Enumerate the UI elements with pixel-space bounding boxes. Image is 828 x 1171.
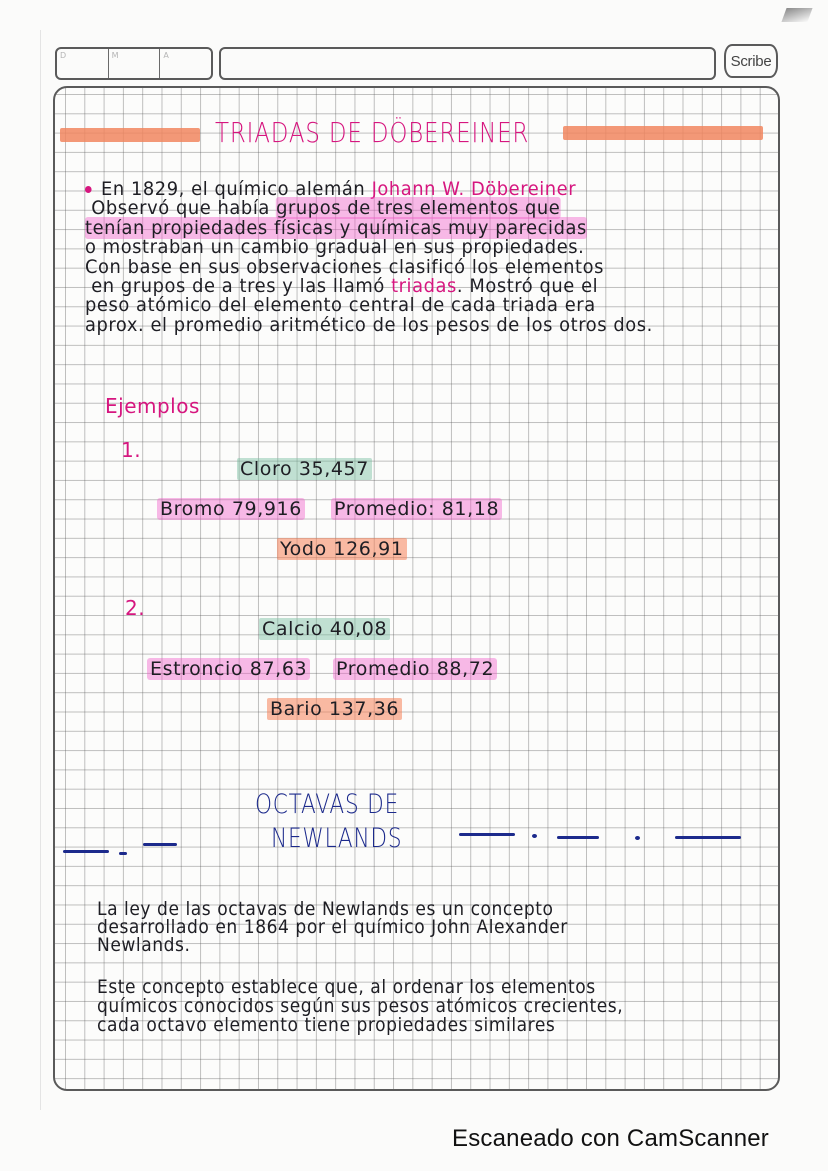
paragraph-line: desarrollado en 1864 por el químico John Alexander	[97, 916, 568, 938]
grid-sheet	[53, 86, 780, 1091]
scanner-watermark: Escaneado con CamScanner	[452, 1125, 769, 1152]
scientist-name: Johann W. Döbereiner	[371, 178, 577, 200]
example1-middle-element: Bromo 79,916	[157, 498, 305, 520]
brand-logo: Scribe	[724, 44, 778, 78]
page-corner-shadow	[781, 8, 812, 22]
term-triadas: triadas	[391, 275, 457, 298]
example-number: 2.	[125, 596, 146, 620]
date-year-cell: A	[163, 51, 169, 60]
text: Observó que había	[91, 197, 277, 220]
section-title-triadas: TRIADAS DE DÖBEREINER	[215, 116, 530, 149]
paragraph-line	[85, 199, 653, 218]
section-title-line: NEWLANDS	[271, 823, 403, 854]
page-edge	[40, 30, 41, 1110]
paragraph-line: peso atómico del elemento central de cada triada era	[85, 294, 596, 317]
example1-bottom-element: Yodo 126,91	[277, 538, 407, 560]
decorative-dash	[119, 852, 127, 855]
paragraph-line: aprox. el promedio aritmético de los pesos de los otros dos.	[85, 313, 653, 336]
example2-bottom-element: Bario 137,36	[267, 698, 402, 720]
paragraph-line: cada octavo elemento tiene propiedades similares	[97, 1014, 556, 1036]
example1-top-element: Cloro 35,457	[237, 458, 372, 480]
paragraph-line: Este concepto establece que, al ordenar los elementos	[97, 976, 596, 998]
example2-top-element: Calcio 40,08	[259, 618, 390, 640]
text: En 1829, el químico alemán	[100, 178, 372, 200]
section-title-octavas	[255, 788, 402, 856]
newlands-paragraph-1	[97, 900, 568, 954]
text: . Mostró que el	[456, 275, 599, 298]
bullet-icon	[85, 186, 92, 193]
example1-average: Promedio: 81,18	[331, 498, 502, 520]
newlands-paragraph-2	[97, 978, 623, 1035]
decorative-dash	[63, 850, 109, 853]
decorative-dot	[532, 834, 537, 838]
date-month-cell: M	[109, 49, 161, 78]
examples-label: Ejemplos	[105, 394, 200, 418]
text: en grupos de a tres y las llamó	[91, 275, 392, 298]
example2-average: Promedio 88,72	[333, 658, 497, 680]
highlighted-text: tenían propiedades físicas y químicas muy parecidas	[85, 216, 587, 239]
triadas-paragraph	[85, 180, 653, 335]
date-day-cell: D	[57, 49, 109, 78]
paragraph-line: químicos conocidos según sus pesos atómicos crecientes,	[97, 995, 624, 1017]
date-box	[55, 47, 213, 80]
paragraph-line: o mostraban un cambio gradual en sus propiedades.	[85, 236, 585, 259]
example2-middle-element: Estroncio 87,63	[147, 658, 310, 680]
highlighted-text: grupos de tres elementos que	[276, 197, 561, 220]
title-underline-right	[563, 126, 763, 140]
paragraph-line: Con base en sus observaciones clasificó los elementos	[85, 255, 604, 278]
page-title-box	[219, 47, 716, 80]
example-number: 1.	[121, 438, 142, 462]
decorative-dash	[143, 843, 177, 846]
decorative-dash	[459, 833, 515, 836]
paragraph-line: La ley de las octavas de Newlands es un concepto	[97, 898, 554, 920]
section-title-line: OCTAVAS DE	[255, 789, 400, 820]
title-underline-left	[60, 128, 200, 142]
paragraph-line: Newlands.	[97, 934, 191, 956]
decorative-dash	[675, 836, 741, 839]
decorative-dash	[557, 836, 599, 839]
decorative-dot	[635, 836, 640, 840]
